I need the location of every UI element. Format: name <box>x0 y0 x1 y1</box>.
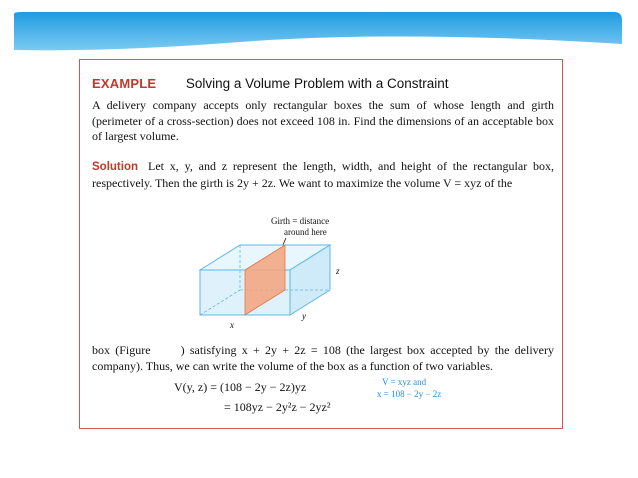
example-label: EXAMPLE <box>92 76 157 91</box>
solution-label: Solution <box>92 161 138 173</box>
equation-line1: V(y, z) = (108 − 2y − 2z)yz <box>174 380 307 394</box>
label-z: z <box>336 266 340 276</box>
continuation-after: ) satisfying x + 2y + 2z = 108 (the largest box accepted by the delivery company). Thus, we can write the volume of the box as a function of two variables. <box>92 343 554 373</box>
example-title: Solving a Volume Problem with a Constraint <box>185 76 449 91</box>
problem-statement: A delivery company accepts only rectangular boxes the sum of whose length and girth (perimeter of a cross-section) does not exceed 108 in. Find the dimensions of an acceptable box of largest volume. <box>92 98 554 143</box>
box-figure <box>190 214 440 334</box>
example-frame <box>79 59 563 429</box>
label-y: y <box>302 311 306 321</box>
figure-caption-line2: around here <box>284 227 327 237</box>
solution-paragraph <box>92 159 554 191</box>
header-banner <box>0 0 638 62</box>
example-header <box>92 76 449 91</box>
solution-text: Let x, y, and z represent the length, width, and height of the rectangular box, respectively. Then the girth is 2y + 2z. We want to maximize the volume V = xyz of the <box>92 159 554 190</box>
figure-caption-line1: Girth = distance <box>271 216 330 226</box>
annotation-line2: x = 108 − 2y − 2z <box>377 389 442 399</box>
annotation-line1: V = xyz and <box>382 377 427 387</box>
equation-line2: = 108yz − 2y²z − 2yz² <box>224 400 331 414</box>
continuation-paragraph <box>92 343 554 374</box>
continuation-before: box (Figure <box>92 343 151 357</box>
label-x: x <box>230 320 234 330</box>
